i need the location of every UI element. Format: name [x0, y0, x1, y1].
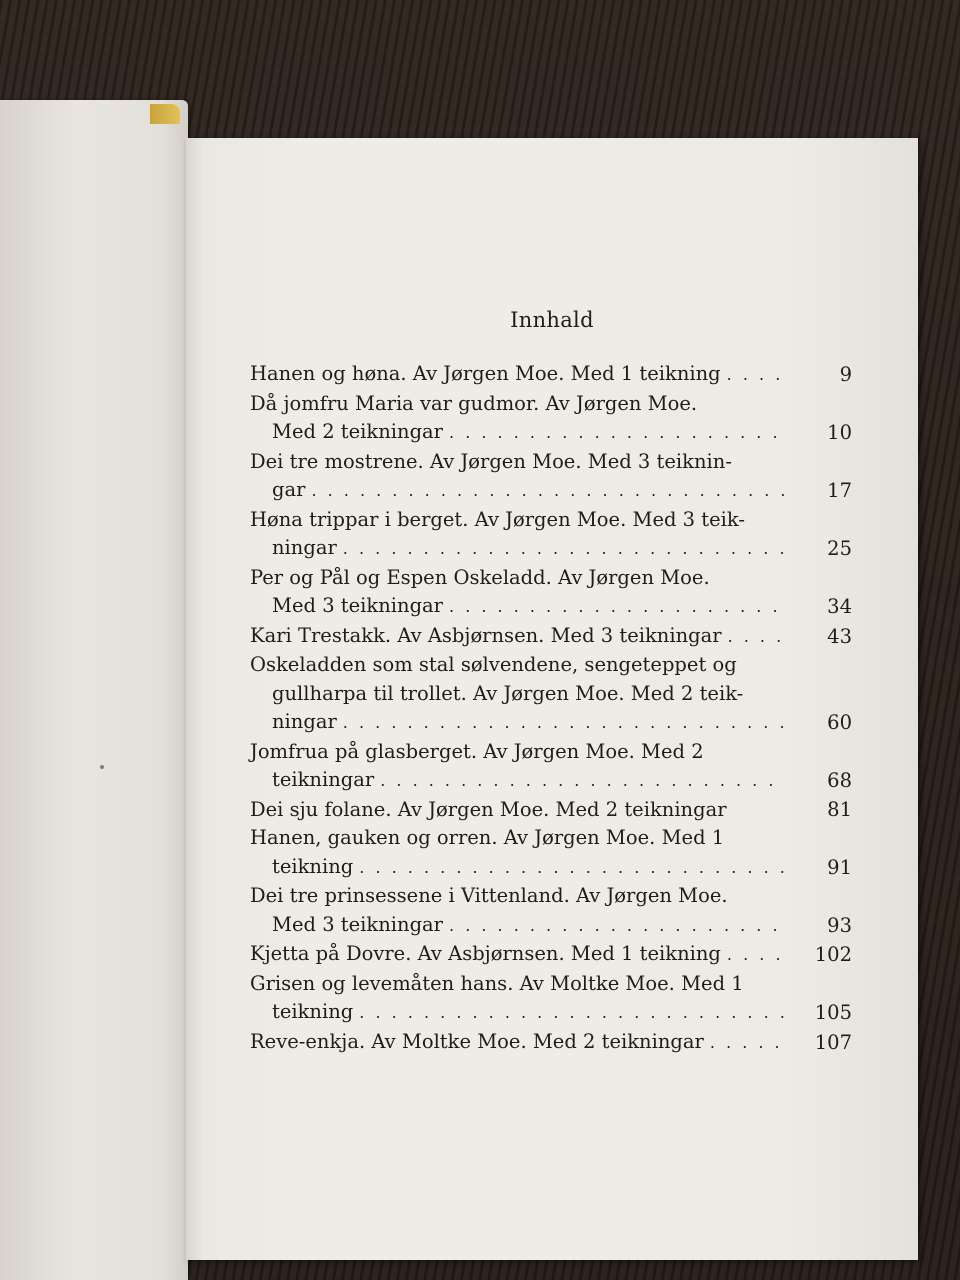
toc-page-number: 68 — [827, 769, 852, 792]
toc-entry-text: ningar — [272, 536, 337, 559]
toc-entry — [250, 564, 852, 622]
toc-entry-text: Høna trippar i berget. Av Jørgen Moe. Med 3 teik- — [250, 507, 745, 531]
toc-entry-text: Dei tre mostrene. Av Jørgen Moe. Med 3 teiknin- — [250, 449, 732, 473]
toc-page-number: 91 — [827, 855, 852, 879]
dot-leader — [449, 419, 784, 448]
toc-entry-text: ningar — [272, 710, 337, 733]
dot-leader — [727, 941, 784, 970]
toc-entry-text: Med 2 teikningar — [272, 420, 444, 443]
toc-entry — [250, 390, 852, 448]
toc-entry-text: Kjetta på Dovre. Av Asbjørnsen. Med 1 teikning — [250, 942, 721, 965]
toc-entry-text: teikning — [272, 1000, 354, 1023]
toc-entry-text: teikning — [272, 854, 354, 878]
toc-entry-text: Kari Trestakk. Av Asbjørnsen. Med 3 teikningar — [250, 623, 722, 647]
toc-entry — [250, 448, 852, 506]
table-of-contents — [250, 360, 852, 1057]
toc-entry-text: Hanen og høna. Av Jørgen Moe. Med 1 teikning — [250, 362, 721, 385]
toc-page-number: 93 — [827, 913, 852, 937]
toc-entry — [250, 970, 852, 1028]
toc-page-number: 43 — [827, 624, 852, 648]
dot-leader — [710, 1029, 784, 1058]
toc-page-number: 10 — [827, 421, 852, 444]
toc-page-number: 17 — [827, 479, 852, 502]
toc-entry — [250, 622, 852, 652]
toc-entry — [250, 940, 852, 970]
dot-leader — [311, 477, 784, 506]
toc-entry-text: Dei sju folane. Av Jørgen Moe. Med 2 teikningar — [250, 797, 727, 821]
toc-entry-text: Grisen og levemåten hans. Av Moltke Moe. Med 1 — [250, 971, 744, 995]
toc-entry — [250, 738, 852, 796]
toc-entry-text: Dei tre prinsessene i Vittenland. Av Jørgen Moe. — [250, 884, 728, 907]
toc-page-number: 107 — [814, 1030, 852, 1054]
toc-page-number: 60 — [827, 711, 852, 734]
dot-leader — [449, 593, 784, 622]
toc-entry-text: gar — [272, 478, 306, 501]
toc-entry-text: Hanen, gauken og orren. Av Jørgen Moe. Med 1 — [250, 826, 725, 849]
toc-entry-text: Med 3 teikningar — [272, 912, 444, 936]
toc-entry-text: teikningar — [272, 768, 375, 791]
contents-page — [186, 138, 918, 1260]
toc-entry — [250, 796, 852, 825]
toc-entry-text: Reve-enkja. Av Moltke Moe. Med 2 teikningar — [250, 1029, 704, 1053]
toc-entry — [250, 360, 852, 390]
toc-page-number: 102 — [814, 943, 852, 966]
left-page — [0, 100, 188, 1280]
dot-leader — [728, 623, 784, 652]
toc-entry-text: gullharpa til trollet. Av Jørgen Moe. Med 2 teik- — [272, 681, 744, 705]
book-cover-edge — [150, 104, 180, 124]
page-title: Innhald — [510, 308, 594, 332]
dot-leader — [727, 361, 784, 390]
dot-leader — [380, 767, 784, 796]
toc-entry-text: Jomfrua på glasberget. Av Jørgen Moe. Med 2 — [250, 739, 704, 763]
toc-page-number: 9 — [839, 363, 852, 386]
dot-leader — [359, 854, 784, 883]
toc-page-number: 34 — [827, 595, 852, 618]
toc-entry-text: Oskeladden som stal sølvendene, sengeteppet og — [250, 653, 737, 676]
dot-leader — [359, 999, 784, 1028]
toc-entry-text: Då jomfru Maria var gudmor. Av Jørgen Moe. — [250, 391, 698, 415]
toc-entry-text: Per og Pål og Espen Oskeladd. Av Jørgen Moe. — [250, 565, 710, 589]
dot-leader — [343, 535, 784, 564]
toc-entry — [250, 506, 852, 564]
toc-entry — [250, 651, 852, 738]
toc-page-number: 25 — [827, 537, 852, 560]
toc-entry — [250, 824, 852, 882]
dot-leader — [449, 912, 784, 941]
toc-entry-text: Med 3 teikningar — [272, 594, 444, 617]
paper-speck — [100, 765, 104, 769]
toc-entry — [250, 1028, 852, 1058]
dot-leader — [343, 709, 784, 738]
toc-page-number: 105 — [814, 1001, 852, 1024]
toc-page-number: 81 — [827, 797, 852, 821]
toc-entry — [250, 882, 852, 940]
